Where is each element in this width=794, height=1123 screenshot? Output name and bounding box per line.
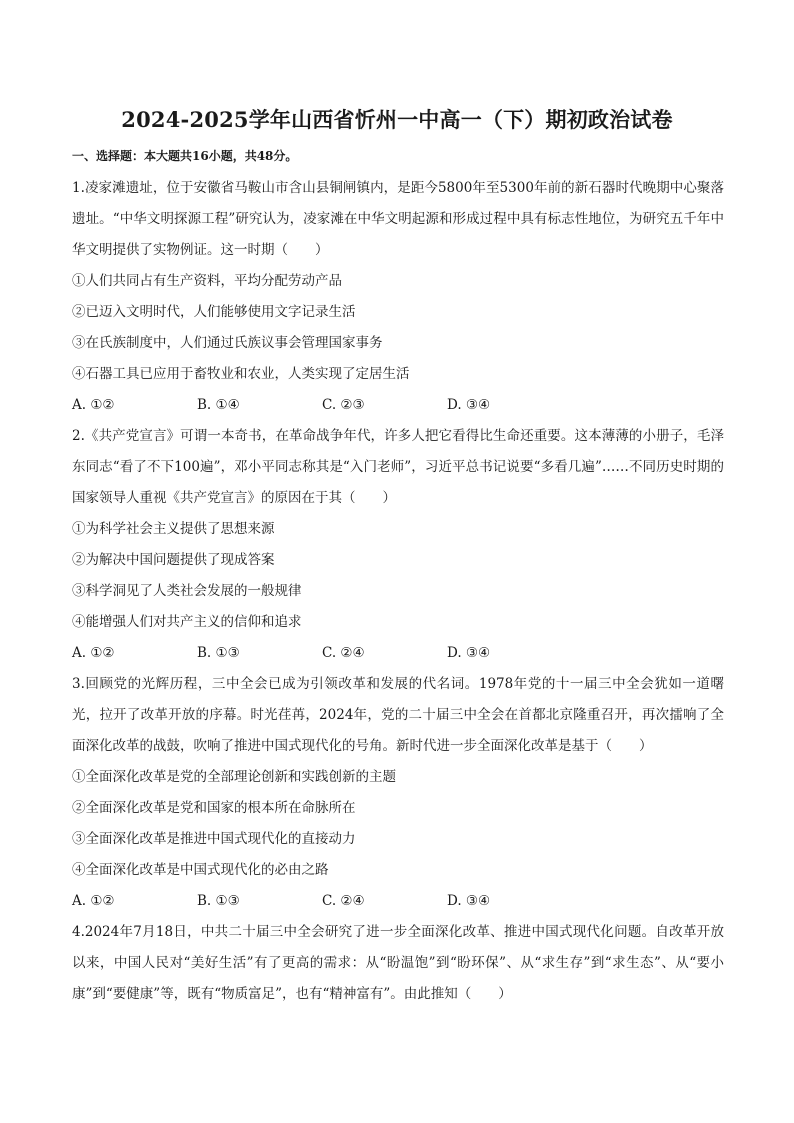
answer-option[interactable]: D. ③④ <box>447 397 491 413</box>
page-title: 2024-2025学年山西省忻州一中高一（下）期初政治试卷 <box>121 107 673 132</box>
question-stem: 4.2024年7月18日，中共二十届三中全会研究了进一步全面深化改革、推进中国式现代化问题。自改革开放以来，中国人民对“美好生活”有了更高的需求：从“盼温饱”到“盼环保”、从“求生存”到“求生态”、从“要小康”到“要健康”等，既有“物质富足”，也有“精神富有”。由此推知（ ） <box>72 924 724 1002</box>
answer-choices <box>72 390 724 421</box>
answer-choices <box>72 886 724 917</box>
answer-option[interactable]: A. ①② <box>72 645 115 661</box>
question-statement: ①人们共同占有生产资料，平均分配劳动产品 <box>72 273 342 289</box>
answer-option[interactable]: C. ②④ <box>322 893 365 909</box>
question-statement: ②全面深化改革是党和国家的根本所在命脉所在 <box>72 800 356 816</box>
question-statement: ④能增强人们对共产主义的信仰和追求 <box>72 614 302 630</box>
answer-option[interactable]: A. ①② <box>72 397 115 413</box>
question-statement: ④石器工具已应用于畜牧业和农业，人类实现了定居生活 <box>72 366 410 382</box>
answer-option[interactable]: B. ①④ <box>197 397 240 413</box>
question-statement: ①为科学社会主义提供了思想来源 <box>72 521 275 537</box>
answer-option[interactable]: B. ①③ <box>197 893 240 909</box>
answer-option[interactable]: D. ③④ <box>447 645 491 661</box>
question-item <box>72 421 724 669</box>
answer-option[interactable]: B. ①③ <box>197 645 240 661</box>
question-stem: 2.《共产党宣言》可谓一本奇书，在革命战争年代，许多人把它看得比生命还重要。这本薄薄的小册子，毛泽东同志“看了不下100遍”，邓小平同志称其是“入门老师”，习近平总书记说要“多看几遍”……不同历史时期的国家领导人重视《共产党宣言》的原因在于其（ ） <box>72 428 724 506</box>
question-statement: ②已迈入文明时代，人们能够使用文字记录生活 <box>72 304 356 320</box>
answer-option[interactable]: C. ②④ <box>322 645 365 661</box>
question-statement: ①全面深化改革是党的全部理论创新和实践创新的主题 <box>72 769 396 785</box>
answer-choices <box>72 638 724 669</box>
question-stem: 1.凌家滩遗址，位于安徽省马鞍山市含山县铜闸镇内，是距今5800年至5300年前的新石器时代晚期中心聚落遗址。“中华文明探源工程”研究认为，凌家滩在中华文明起源和形成过程中具有标志性地位，为研究五千年中华文明提供了实物例证。这一时期（ ） <box>72 180 724 258</box>
answer-option[interactable]: C. ②③ <box>322 397 365 413</box>
question-statement: ②为解决中国问题提供了现成答案 <box>72 552 275 568</box>
answer-option[interactable]: A. ①② <box>72 893 115 909</box>
question-statement: ④全面深化改革是中国式现代化的必由之路 <box>72 862 329 878</box>
question-item <box>72 669 724 917</box>
question-stem: 3.回顾党的光辉历程，三中全会已成为引领改革和发展的代名词。1978年党的十一届三中全会犹如一道曙光，拉开了改革开放的序幕。时光荏苒，2024年，党的二十届三中全会在首都北京隆重召开，再次擂响了全面深化改革的战鼓，吹响了推进中国式现代化的号角。新时代进一步全面深化改革是基于（ ） <box>72 676 724 754</box>
question-list <box>72 173 724 1010</box>
question-item <box>72 173 724 421</box>
question-statement: ③全面深化改革是推进中国式现代化的直接动力 <box>72 831 356 847</box>
section-heading: 一、选择题：本大题共16小题，共48分。 <box>72 149 298 163</box>
question-statement: ③科学洞见了人类社会发展的一般规律 <box>72 583 302 599</box>
question-item <box>72 917 724 1010</box>
question-statement: ③在氏族制度中，人们通过氏族议事会管理国家事务 <box>72 335 383 351</box>
answer-option[interactable]: D. ③④ <box>447 893 491 909</box>
